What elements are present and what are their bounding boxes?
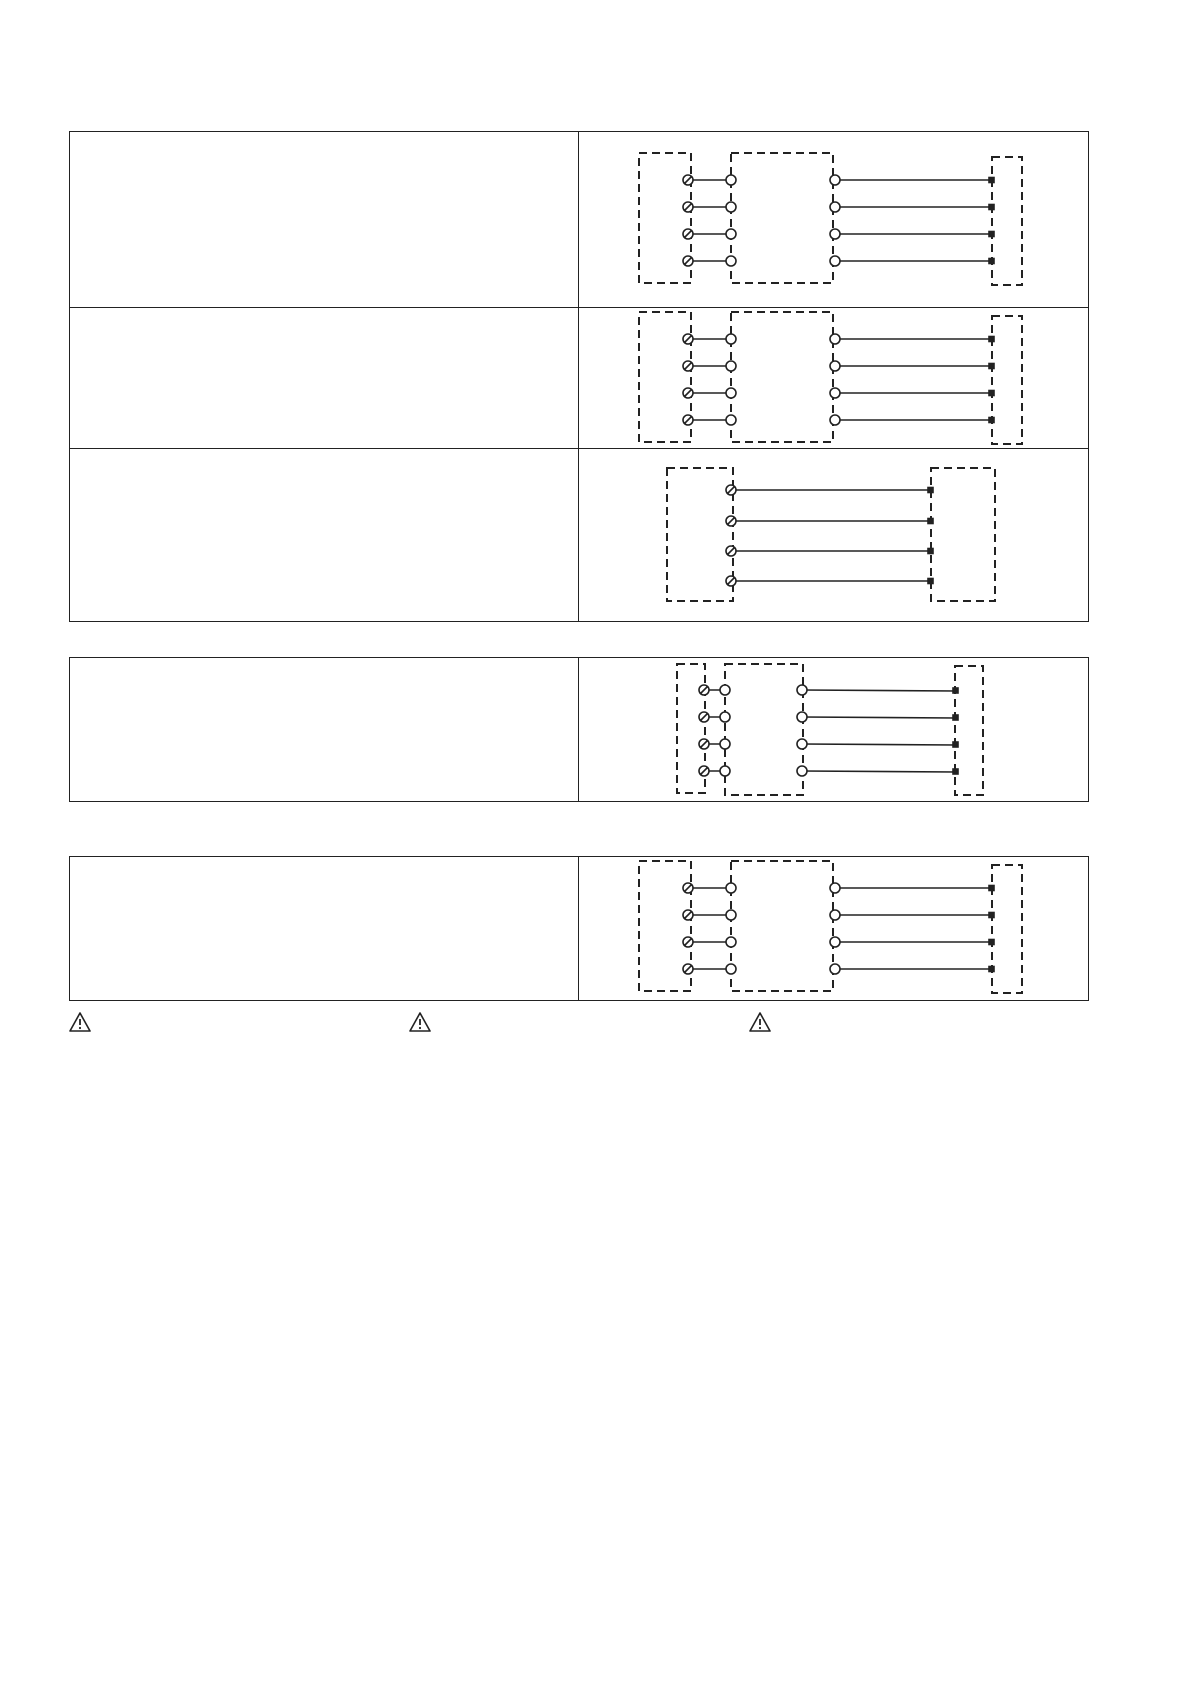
line-4 <box>699 766 958 776</box>
wiring-diagram <box>579 857 1088 1000</box>
right-unit <box>992 865 1022 993</box>
line-1 <box>699 685 958 695</box>
wiring-diagram-svg <box>579 132 1088 307</box>
line-2 <box>683 910 994 920</box>
wiring-row-2 <box>70 307 1088 448</box>
line-1 <box>683 334 994 344</box>
right-unit <box>992 316 1022 444</box>
row-description <box>70 857 579 1000</box>
wiring-diagram <box>579 308 1088 448</box>
line-3 <box>683 388 994 398</box>
wiring-row-3 <box>70 448 1088 621</box>
line-3 <box>726 546 933 556</box>
left-unit <box>667 468 733 601</box>
line-2 <box>683 361 994 371</box>
middle-unit <box>725 664 803 795</box>
wiring-diagram-svg <box>579 308 1088 449</box>
row-description <box>70 449 579 621</box>
line-2 <box>683 202 994 212</box>
right-unit <box>931 468 995 601</box>
right-unit <box>992 157 1022 285</box>
wiring-diagram <box>579 658 1088 801</box>
wiring-table-1 <box>69 131 1089 622</box>
warning-triangle-icon <box>409 1011 431 1033</box>
right-unit <box>955 666 983 795</box>
middle-unit <box>731 312 833 442</box>
line-4 <box>726 576 933 586</box>
line-2 <box>699 712 958 722</box>
line-4 <box>683 256 994 266</box>
wiring-diagram-svg <box>579 658 1088 801</box>
line-3 <box>683 229 994 239</box>
wiring-diagram-svg <box>579 449 1088 622</box>
middle-unit <box>731 153 833 283</box>
middle-unit <box>731 861 833 991</box>
wiring-row-4 <box>70 658 1088 801</box>
row-description <box>70 308 579 448</box>
line-1 <box>683 883 994 893</box>
wiring-row-5 <box>70 857 1088 1000</box>
wiring-diagram-svg <box>579 857 1088 1000</box>
row-description <box>70 132 579 307</box>
wiring-diagram <box>579 449 1088 621</box>
warning-triangle-icon <box>69 1011 91 1033</box>
wiring-row-1 <box>70 132 1088 307</box>
wiring-table-3 <box>69 856 1089 1001</box>
line-4 <box>683 415 994 425</box>
row-description <box>70 658 579 801</box>
line-3 <box>699 739 958 749</box>
wiring-table-2 <box>69 657 1089 802</box>
wiring-diagram <box>579 132 1088 307</box>
line-2 <box>726 516 933 526</box>
line-3 <box>683 937 994 947</box>
line-1 <box>726 485 933 495</box>
warning-triangle-icon <box>749 1011 771 1033</box>
line-1 <box>683 175 994 185</box>
line-4 <box>683 964 994 974</box>
